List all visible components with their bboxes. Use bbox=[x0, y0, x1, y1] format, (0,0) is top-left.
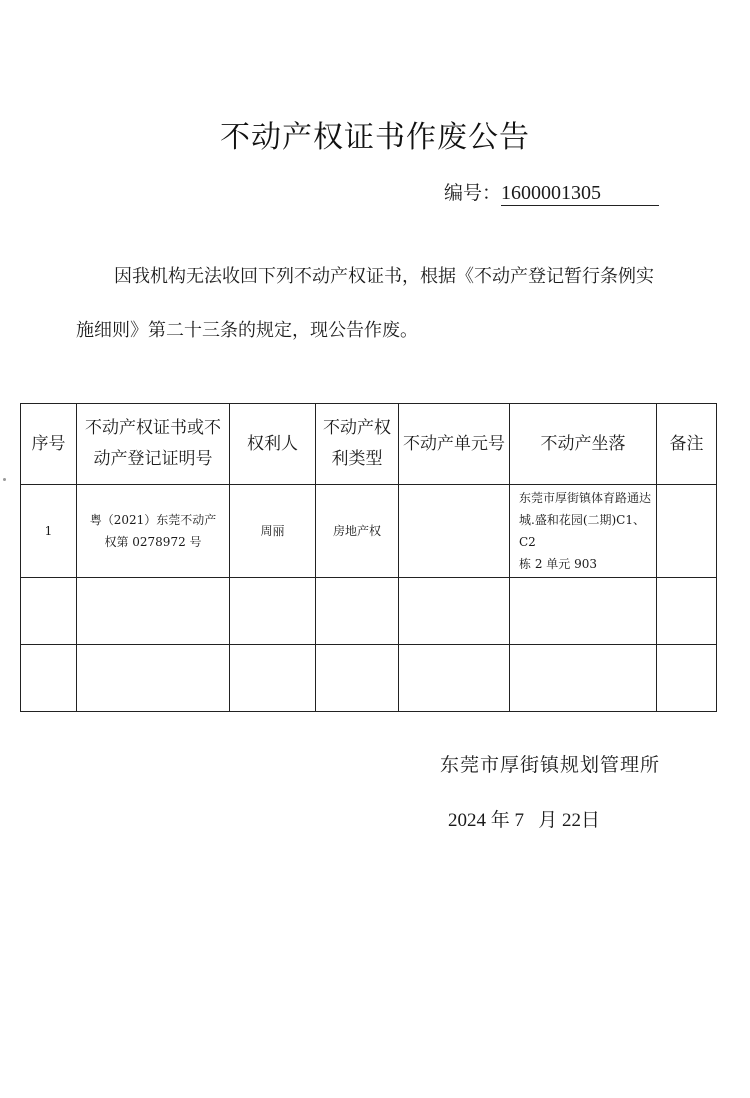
empty-cell bbox=[399, 645, 510, 712]
certificate-table bbox=[20, 403, 717, 712]
header-right-type-line-1: 不动产权 bbox=[323, 418, 391, 438]
cell-location-line-2: 城.盛和花园(二期)C1、C2 bbox=[519, 513, 645, 549]
date-day-unit: 日 bbox=[581, 809, 601, 831]
scan-speck bbox=[3, 478, 6, 481]
cell-location bbox=[510, 485, 657, 578]
cell-owner: 周丽 bbox=[230, 485, 316, 578]
table-row bbox=[21, 485, 717, 578]
cell-cert-no-line-1: 粤（2021）东莞不动产 bbox=[89, 513, 217, 527]
date-day: 22 bbox=[562, 810, 582, 831]
cell-seq: 1 bbox=[21, 485, 77, 578]
serial-number: 1600001305 bbox=[501, 182, 659, 206]
empty-cell bbox=[21, 578, 77, 645]
empty-cell bbox=[316, 645, 399, 712]
header-cert-no bbox=[77, 404, 230, 485]
empty-cell bbox=[21, 645, 77, 712]
empty-cell bbox=[230, 645, 316, 712]
header-location: 不动产坐落 bbox=[510, 404, 657, 485]
cell-remark bbox=[657, 485, 717, 578]
issuing-organization: 东莞市厚街镇规划管理所 bbox=[440, 754, 661, 776]
empty-cell bbox=[316, 578, 399, 645]
issue-date bbox=[448, 805, 600, 832]
notice-body-line-1: 因我机构无法收回下列不动产权证书，根据《不动产登记暂行条例实 bbox=[114, 266, 654, 287]
header-owner: 权利人 bbox=[230, 404, 316, 485]
empty-cell bbox=[230, 578, 316, 645]
date-month-unit: 月 bbox=[538, 809, 558, 831]
date-year: 2024 bbox=[448, 810, 486, 831]
empty-cell bbox=[77, 645, 230, 712]
date-year-unit: 年 bbox=[490, 809, 510, 831]
empty-cell bbox=[77, 578, 230, 645]
cell-right-type: 房地产权 bbox=[316, 485, 399, 578]
empty-cell bbox=[510, 578, 657, 645]
cell-location-line-1: 东莞市厚街镇体育路通达 bbox=[519, 491, 652, 505]
header-cert-no-line-2: 动产登记证明号 bbox=[93, 449, 213, 469]
serial-number-line bbox=[444, 178, 659, 206]
cell-location-line-3: 栋 2 单元 903 bbox=[519, 557, 597, 571]
header-seq: 序号 bbox=[21, 404, 77, 485]
table-header-row bbox=[21, 404, 717, 485]
notice-body-line-2: 施细则》第二十三条的规定，现公告作废。 bbox=[76, 320, 418, 341]
page-title: 不动产权证书作废公告 bbox=[220, 120, 530, 155]
header-cert-no-line-1: 不动产权证书或不 bbox=[85, 418, 221, 438]
header-right-type bbox=[316, 404, 399, 485]
table-row-empty bbox=[21, 578, 717, 645]
header-right-type-line-2: 利类型 bbox=[331, 449, 383, 469]
cell-cert-no bbox=[77, 485, 230, 578]
header-unit-no: 不动产单元号 bbox=[399, 404, 510, 485]
empty-cell bbox=[399, 578, 510, 645]
date-month: 7 bbox=[514, 810, 525, 831]
cell-cert-no-line-2: 权第 0278972 号 bbox=[104, 535, 202, 549]
table-row-empty bbox=[21, 645, 717, 712]
certificate-table-container bbox=[20, 403, 716, 685]
header-remark: 备注 bbox=[657, 404, 717, 485]
empty-cell bbox=[657, 578, 717, 645]
serial-label: 编号： bbox=[444, 182, 502, 204]
empty-cell bbox=[510, 645, 657, 712]
empty-cell bbox=[657, 645, 717, 712]
cell-unit-no bbox=[399, 485, 510, 578]
